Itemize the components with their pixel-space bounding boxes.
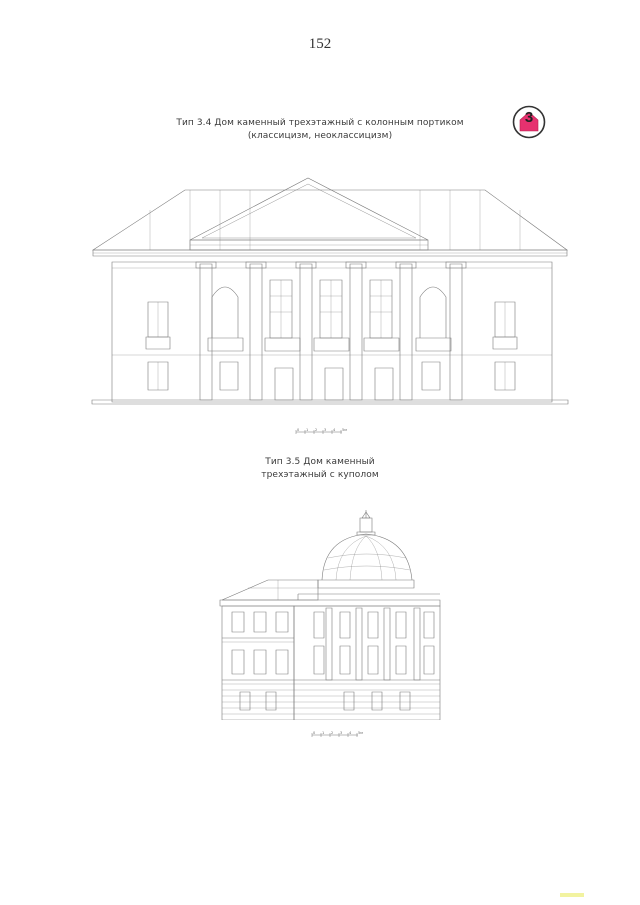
figure-1-title: Тип 3.4 Дом каменный трехэтажный с колонным портиком — [176, 118, 464, 128]
scale-2-label-5: 5м — [358, 731, 363, 735]
scale-1-label-2: 2 — [315, 428, 318, 432]
figure-2-title: Тип 3.5 Дом каменный — [265, 457, 375, 467]
facade-drawing-portico — [90, 172, 570, 412]
section-badge-number: 3 — [524, 109, 534, 126]
scale-1-label-3: 3 — [324, 428, 327, 432]
figure-2-caption — [0, 456, 640, 482]
figure-1-subtitle: (классицизм, неоклассицизм) — [247, 131, 393, 141]
scale-bar-figure-2 — [310, 730, 370, 740]
page-corner-mark — [560, 893, 584, 897]
scale-2-label-4: 4 — [349, 731, 352, 735]
scale-2-label-1: 1 — [322, 731, 325, 735]
scale-bar-figure-1 — [294, 427, 354, 437]
scale-2-label-3: 3 — [340, 731, 343, 735]
scale-1-label-0: 0 — [297, 428, 300, 432]
scale-2-label-0: 0 — [313, 731, 316, 735]
scale-1-label-1: 1 — [306, 428, 309, 432]
scale-1-label-5: 5м — [342, 428, 347, 432]
scale-2-label-2: 2 — [331, 731, 334, 735]
page-number: 152 — [308, 36, 332, 52]
figure-2-subtitle: трехэтажный с куполом — [261, 470, 379, 480]
facade-drawing-dome — [218, 508, 444, 720]
scale-1-label-4: 4 — [333, 428, 336, 432]
